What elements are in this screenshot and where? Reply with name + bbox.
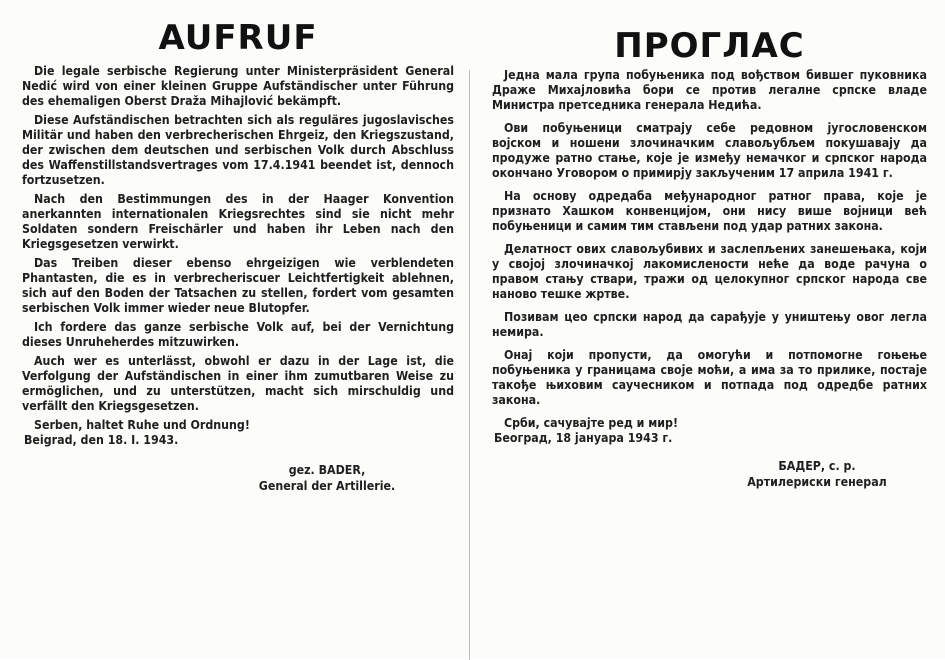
serbian-closing: Срби, сачувајте ред и мир! — [504, 416, 678, 430]
serbian-paragraph: Позивам цео српски народ да сарађује у уништењу овог легла немира. — [492, 310, 927, 339]
german-body — [22, 64, 454, 494]
serbian-body — [492, 68, 927, 490]
german-paragraph: Ich fordere das ganze serbische Volk auf, bei der Vernichtung dieses Unruheherdes mitzuwirken. — [22, 320, 454, 349]
german-paragraph: Nach den Bestimmungen des in der Haager Konvention anerkannten internationalen Kriegsrechtes sind sie nicht mehr Soldaten sondern Freischärler und haben ihr Leben nach den Kriegsgesetzen verwirkt. — [22, 192, 454, 251]
german-title: AUFRUF — [158, 18, 318, 58]
serbian-title: ПРОГЛАС — [614, 26, 805, 66]
serbian-paragraph: Онај који пропусти, да омогући и потпомогне гоњење побуњеника у границама своје моћи, а има за то прилике, постаје такође њиховим саучесником и потпада под одредбе ратних закона. — [492, 348, 927, 407]
serbian-signature-block — [707, 458, 927, 490]
german-paragraph: Diese Aufständischen betrachten sich als reguläres jugoslavisches Militär und haben den verbrecherischen Ehrgeiz, den Kriegszustand, der zwischen dem deutschen und serbischen Volk durch Abschluss des Waffenstillstandsvertrages vom 17.4.1941 beendet ist, dennoch fortzusetzen. — [22, 113, 454, 187]
german-closing: Serben, haltet Ruhe und Ordnung! — [34, 418, 250, 432]
german-signature-block — [202, 462, 452, 494]
german-paragraph: Das Treiben dieser ebenso ehrgeizigen wie verblendeten Phantasten, die es in verbrecheriscuer Leichtfertigkeit ablehnen, sich auf den Boden der Tatsachen zu stellen, fordert vom gesamten serbischen Volk immer wieder neue Blutopfer. — [22, 256, 454, 315]
serbian-column — [492, 0, 927, 490]
serbian-rank: Артилериски генерал — [747, 475, 887, 489]
german-rank: General der Artillerie. — [258, 479, 396, 493]
german-signature: gez. BADER, — [288, 463, 366, 477]
serbian-place-date: Београд, 18 јануара 1943 г. — [494, 431, 673, 445]
serbian-signature: БАДЕР, с. р. — [778, 459, 856, 473]
serbian-paragraph: Једна мала група побуњеника под вођством бившег пуковника Драже Михаjловића бори се против легалне српске владе Министра претседника генерала Недића. — [492, 68, 927, 112]
german-column — [22, 0, 454, 494]
serbian-paragraph: На основу одредаба међународног ратног права, које је признато Хашком конвенцијом, они нису више војници већ побуњеници и самим тим стављени под удар ратних закона. — [492, 189, 927, 233]
german-paragraph: Die legale serbische Regierung unter Ministerpräsident General Nedić wird von einer kleinen Gruppe Aufständischer unter Führung des ehemaligen Oberst Draža Mihajlović bekämpft. — [22, 64, 454, 108]
serbian-paragraph: Ови побуњеници сматрају себе редовном југословенском војском и ношени злочиначким славољубљем покушавају да продуже ратно стање, које је између немачког и српског народа окончано Уговором о примирју закљученим 17 априла 1941 г. — [492, 121, 927, 180]
german-paragraph: Auch wer es unterlässt, obwohl er dazu in der Lage ist, die Verfolgung der Aufständischen in einer ihm zumutbaren Weise zu ermöglichen, und zu unterstützen, macht sich mirschuldig und verfällt den Kriegsgesetzen. — [22, 354, 454, 413]
german-place-date: Beigrad, den 18. I. 1943. — [24, 433, 179, 447]
column-divider — [469, 70, 470, 660]
serbian-paragraph: Делатност ових славољубивих и заслепљених занешењака, који у својој злочиначкој лакомислености неће да воде рачуна о правом стању ствари, тражи од целокупног српског народа све наново тешке жртве. — [492, 242, 927, 301]
